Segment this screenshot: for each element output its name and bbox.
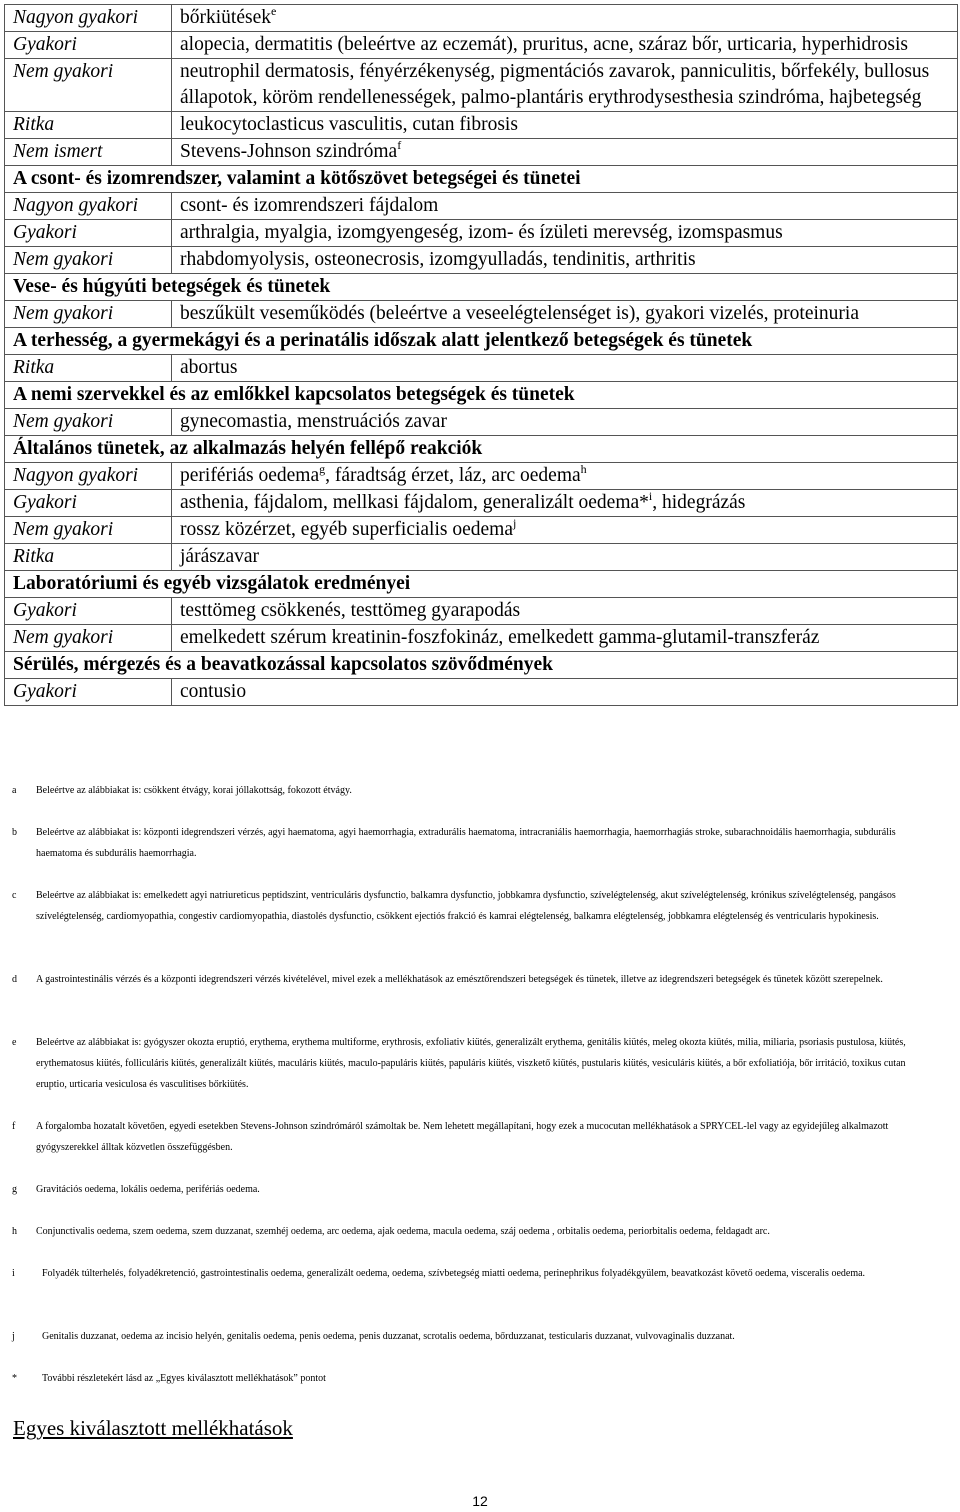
table-row [5,598,958,625]
frequency-cell: Gyakori [5,598,172,625]
table-row [5,247,958,274]
footnote-text: A gastrointestinális vérzés és a központi idegrendszeri vérzés kivételével, mivel ezek a mellékhatások az emésztőrendszeri betegségek és tünetek, illetve az idegrendszeri betegségek és tünetek között szerepelnek. [36,974,883,985]
footnote [0,969,960,990]
reaction-text: bőrkiütések [180,7,271,28]
footnote [0,822,960,864]
section-title: Sérülés, mérgezés és a beavatkozással kapcsolatos szövődmények [5,652,958,679]
section-heading: Egyes kiválasztott mellékhatások [13,1416,293,1440]
section-title: A terhesség, a gyermekágyi és a perinatális időszak alatt jelentkező betegségek és tünetek [5,328,958,355]
table-row [5,139,958,166]
table-row [5,301,958,328]
reaction-cell [172,355,958,382]
frequency-cell: Nem gyakori [5,59,172,112]
reaction-cell [172,409,958,436]
footnote-ref: i [648,488,653,503]
reaction-text: abortus [180,357,238,378]
footnote-text: Beleértve az alábbiakat is: emelkedett agyi natriureticus peptidszint, ventriculáris dysfunctio, balkamra dysfunctio, jobbkamra dysfunctio, szívelégtelenség, akut szívelégtelenség, krónikus szívelégtelenség, pangásos szívelégtelenség, cardiomyopathia, congestiv cardiomyopathia, diastolés dysfunctio, csökkent ejectiós frakció és kamrai elégtelenség, balkamra elégtelenség, jobbkamra elégtelenség és ventricularis hypokinesis. [36,890,896,922]
reaction-cell [172,598,958,625]
table-row [5,112,958,139]
table-body [5,5,958,706]
footnote [0,780,960,801]
footnote [0,1179,960,1200]
reaction-text: járászavar [180,546,260,567]
footnote-mark: * [12,1373,17,1384]
reaction-cell [172,490,958,517]
footnote-ref: e [270,3,277,18]
footnote-text: A forgalomba hozatalt követően, egyedi esetekben Stevens-Johnson szindrómáról számoltak be. Nem lehetett megállapítani, hogy ezek a mucocutan mellékhatások a SPRYCEL-lel vagy az egyidejűleg alkalmazott gyógyszerekkel álltak közvetlen összefüggésben. [36,1121,889,1153]
footnote-text: Gravitációs oedema, lokális oedema, perifériás oedema. [36,1184,260,1195]
footnote-mark: i [12,1268,15,1279]
table-row [5,355,958,382]
section-row [5,571,958,598]
table-row [5,5,958,32]
reaction-text: neutrophil dermatosis, fényérzékenység, pigmentációs zavarok, panniculitis, bőrfekély, bullosus állapotok, köröm rendellenességek, palmo-plantáris erythrodysesthesia szindróma, hajbetegség [180,61,930,108]
frequency-cell: Gyakori [5,490,172,517]
section-row [5,436,958,463]
footnote [0,1221,960,1242]
reaction-text: Stevens-Johnson szindróma [180,141,398,162]
footnote-ref: f [397,137,402,152]
frequency-cell: Nem ismert [5,139,172,166]
footnote [0,885,960,927]
reaction-cell [172,301,958,328]
reaction-text: arthralgia, myalgia, izomgyengeség, izom- és ízületi merevség, izomspasmus [180,222,783,243]
reaction-cell [172,112,958,139]
table-row [5,517,958,544]
footnote-mark: f [12,1121,16,1132]
frequency-cell: Ritka [5,355,172,382]
reaction-cell [172,544,958,571]
footnote-mark: b [12,827,17,838]
frequency-cell: Gyakori [5,679,172,706]
table-row [5,544,958,571]
frequency-cell: Nem gyakori [5,409,172,436]
footnote-ref: j [512,515,517,530]
table-row [5,679,958,706]
footnote-text: További részletekért lásd az „Egyes kiválasztott mellékhatások” pontot [42,1373,326,1384]
reaction-cell [172,517,958,544]
footnote-mark: j [12,1331,15,1342]
footnote-text: Genitalis duzzanat, oedema az incisio helyén, genitalis oedema, penis oedema, penis duzzanat, scrotalis oedema, bőrduzzanat, testicularis duzzanat, vulvovaginalis duzzanat. [42,1331,735,1342]
frequency-cell: Gyakori [5,220,172,247]
reaction-cell [172,463,958,490]
footnote [0,1116,960,1158]
reaction-cell [172,193,958,220]
reaction-cell [172,32,958,59]
reaction-cell [172,679,958,706]
footnote-mark: g [12,1184,17,1195]
frequency-cell: Nem gyakori [5,625,172,652]
reaction-text: rhabdomyolysis, osteonecrosis, izomgyulladás, tendinitis, arthritis [180,249,696,270]
footnote-ref: g [319,461,326,476]
table-row [5,220,958,247]
section-title: Laboratóriumi és egyéb vizsgálatok eredményei [5,571,958,598]
frequency-cell: Gyakori [5,32,172,59]
section-row [5,274,958,301]
reaction-cell [172,625,958,652]
footnote-text: Beleértve az alábbiakat is: központi idegrendszeri vérzés, agyi haematoma, agyi haemorrhagia, extradurális haematoma, intracraniális haemorrhagia, haemorrhagiás stroke, subarachnoidális haemorrhagia, subdurális haematoma és subdurális haemorrhagia. [36,827,896,859]
reaction-cell [172,247,958,274]
footnote-text: Folyadék túlterhelés, folyadékretenció, gastrointestinalis oedema, generalizált oedema, oedema, szívbetegség miatti oedema, perinephrikus folyadékgyülem, beavatkozást követő oedema, visceralis oedema. [42,1268,866,1279]
footnote [0,1263,960,1284]
frequency-cell: Nagyon gyakori [5,463,172,490]
frequency-cell: Ritka [5,544,172,571]
reaction-cell [172,5,958,32]
footnote-text: Beleértve az alábbiakat is: gyógyszer okozta eruptió, erythema, erythema multiforme, erythrosis, exfoliativ kiütés, generalizált erythema, genitális kiütés, meleg okozta kiütés, milia, miliaria, psoriasis pustulosa, kiütés, erythematosus kiütés, folliculáris kiütés, generalizált kiütés, maculáris kiütés, maculo-papuláris kiütés, papuláris kiütés, viszkető kiütés, pustularis kiütés, vesiculáris kiütés, a bőr exfoliatiója, bőr irritáció, toxikus cutan eruptio, urticaria vesiculosa és vasculitises bőrkiütés. [36,1037,906,1090]
frequency-cell: Nem gyakori [5,517,172,544]
frequency-cell: Nem gyakori [5,301,172,328]
section-row [5,382,958,409]
section-title: Általános tünetek, az alkalmazás helyén fellépő reakciók [5,436,958,463]
reaction-text: alopecia, dermatitis (beleértve az eczemát), pruritus, acne, száraz bőr, urticaria, hyperhidrosis [180,34,908,55]
reaction-text: beszűkült veseműködés (beleértve a veseelégtelenséget is), gyakori vizelés, proteinuria [180,303,859,324]
footnote [0,1326,960,1347]
section-row [5,652,958,679]
footnote-mark: h [12,1226,17,1237]
frequency-cell: Nagyon gyakori [5,193,172,220]
footnote-mark: d [12,974,17,985]
reaction-text: csont- és izomrendszeri fájdalom [180,195,439,216]
reaction-cell [172,59,958,112]
footnote-ref: h [580,461,587,476]
reaction-text: perifériás oedema [180,465,320,486]
table-row [5,32,958,59]
reaction-text: , hidegrázás [652,492,746,513]
adverse-reactions-table [4,4,958,706]
reaction-text: contusio [180,681,247,702]
table-row [5,625,958,652]
section-title: A csont- és izomrendszer, valamint a kötőszövet betegségei és tünetei [5,166,958,193]
table-row [5,490,958,517]
reaction-text: gynecomastia, menstruációs zavar [180,411,447,432]
footnote-text: Conjunctivalis oedema, szem oedema, szem duzzanat, szemhéj oedema, arc oedema, ajak oedema, macula oedema, száj oedema , orbitalis oedema, periorbitalis oedema, feldagadt arc. [36,1226,770,1237]
reaction-text: rossz közérzet, egyéb superficialis oedema [180,519,513,540]
table-row [5,409,958,436]
section-title: Vese- és húgyúti betegségek és tünetek [5,274,958,301]
reaction-text: asthenia, fájdalom, mellkasi fájdalom, generalizált oedema* [180,492,649,513]
footnote-mark: e [12,1037,17,1048]
section-row [5,328,958,355]
section-row [5,166,958,193]
footnote-text: Beleértve az alábbiakat is: csökkent étvágy, korai jóllakottság, fokozott étvágy. [36,785,352,796]
reaction-cell [172,220,958,247]
page-number: 12 [472,1493,488,1509]
reaction-cell [172,139,958,166]
table-row [5,193,958,220]
table-row [5,59,958,112]
reaction-text: testtömeg csökkenés, testtömeg gyarapodás [180,600,521,621]
footnote [0,1032,960,1095]
table-row [5,463,958,490]
frequency-cell: Nagyon gyakori [5,5,172,32]
footnote [0,1368,960,1389]
section-title: A nemi szervekkel és az emlőkkel kapcsolatos betegségek és tünetek [5,382,958,409]
reaction-text: emelkedett szérum kreatinin-foszfokináz, emelkedett gamma-glutamil-transzferáz [180,627,820,648]
frequency-cell: Nem gyakori [5,247,172,274]
reaction-text: , fáradtság érzet, láz, arc oedema [325,465,581,486]
footnote-mark: c [12,890,17,901]
reaction-text: leukocytoclasticus vasculitis, cutan fibrosis [180,114,518,135]
footnote-mark: a [12,785,17,796]
frequency-cell: Ritka [5,112,172,139]
